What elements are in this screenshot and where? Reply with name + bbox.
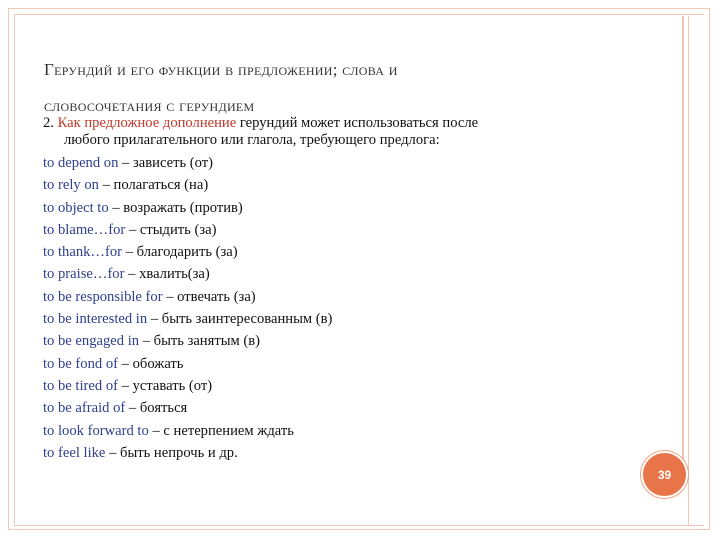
phrase-item: [43, 174, 653, 196]
slide-body: [43, 115, 653, 464]
lead-continuation: любого прилагательного или глагола, требующего предлога:: [64, 132, 440, 148]
phrase-russian: возражать (против): [123, 199, 243, 216]
phrase-english: to be engaged in: [43, 333, 140, 350]
phrase-russian: обожать: [132, 355, 184, 372]
phrase-item: [43, 308, 653, 330]
phrase-russian: стыдить (за): [139, 221, 217, 238]
slide-title-line-1: Герундий и его функции в предложении; слова и: [44, 60, 398, 79]
phrase-dash: –: [122, 155, 130, 171]
phrase-russian: быть непрочь и др.: [120, 444, 238, 461]
phrase-english: to be tired of: [43, 377, 118, 394]
phrase-english: to be fond of: [43, 355, 118, 372]
slide-title-line-2: словосочетания с герундием: [44, 96, 255, 115]
phrase-dash: –: [152, 422, 160, 439]
phrase-item: [43, 397, 653, 419]
phrase-dash: –: [128, 221, 137, 238]
phrase-item: [43, 442, 653, 464]
phrase-english: to thank…for: [43, 244, 123, 261]
phrase-english: to look forward to: [43, 422, 149, 439]
phrase-english: to depend on: [43, 155, 119, 171]
phrase-item: [43, 353, 653, 375]
lead-number: 2.: [43, 115, 54, 131]
lead-highlight: Как предложное дополнение: [57, 115, 237, 131]
phrase-item: [43, 263, 653, 285]
phrase-english: to object to: [43, 199, 109, 216]
phrase-russian: бояться: [139, 400, 188, 417]
phrase-russian: быть занятым (в): [153, 333, 261, 350]
phrase-english: to rely on: [43, 177, 99, 194]
phrase-dash: –: [125, 244, 133, 261]
vertical-rule: [682, 16, 684, 461]
lead-rest: герундий может использоваться после: [239, 115, 479, 131]
phrase-list: [43, 152, 653, 464]
phrase-russian: полагаться (на): [113, 177, 209, 194]
phrase-item: [43, 330, 653, 352]
phrase-dash: –: [166, 288, 174, 305]
phrase-russian: с нетерпением ждать: [163, 422, 294, 439]
vertical-rule-right: [688, 16, 689, 526]
page-number: 39: [657, 467, 672, 482]
phrase-dash: –: [112, 199, 120, 216]
page-number-badge: [641, 451, 688, 498]
phrase-russian: благодарить (за): [136, 244, 238, 261]
phrase-item: [43, 219, 653, 241]
phrase-item: [43, 197, 653, 219]
phrase-russian: отвечать (за): [177, 288, 256, 305]
phrase-russian: зависеть (от): [133, 155, 213, 171]
phrase-item: [43, 152, 653, 174]
phrase-dash: –: [150, 311, 159, 328]
lead-paragraph: [43, 115, 653, 149]
phrase-russian: уставать (от): [132, 377, 213, 394]
phrase-dash: –: [109, 444, 117, 461]
phrase-russian: хвалить(за): [139, 266, 210, 283]
phrase-dash: –: [128, 266, 136, 283]
phrase-dash: –: [102, 177, 110, 194]
phrase-english: to feel like: [43, 444, 106, 461]
phrase-dash: –: [128, 400, 137, 417]
phrase-dash: –: [121, 377, 129, 394]
phrase-item: [43, 241, 653, 263]
phrase-english: to be afraid of: [43, 400, 126, 417]
phrase-russian: быть заинтересованным (в): [161, 311, 333, 328]
phrase-english: to be interested in: [43, 311, 148, 328]
phrase-english: to blame…for: [43, 221, 126, 238]
phrase-english: to praise…for: [43, 266, 125, 283]
phrase-english: to be responsible for: [43, 288, 163, 305]
phrase-item: [43, 420, 653, 442]
slide-title: [44, 52, 664, 124]
phrase-dash: –: [142, 333, 150, 350]
phrase-item: [43, 286, 653, 308]
phrase-dash: –: [121, 355, 129, 372]
phrase-item: [43, 375, 653, 397]
